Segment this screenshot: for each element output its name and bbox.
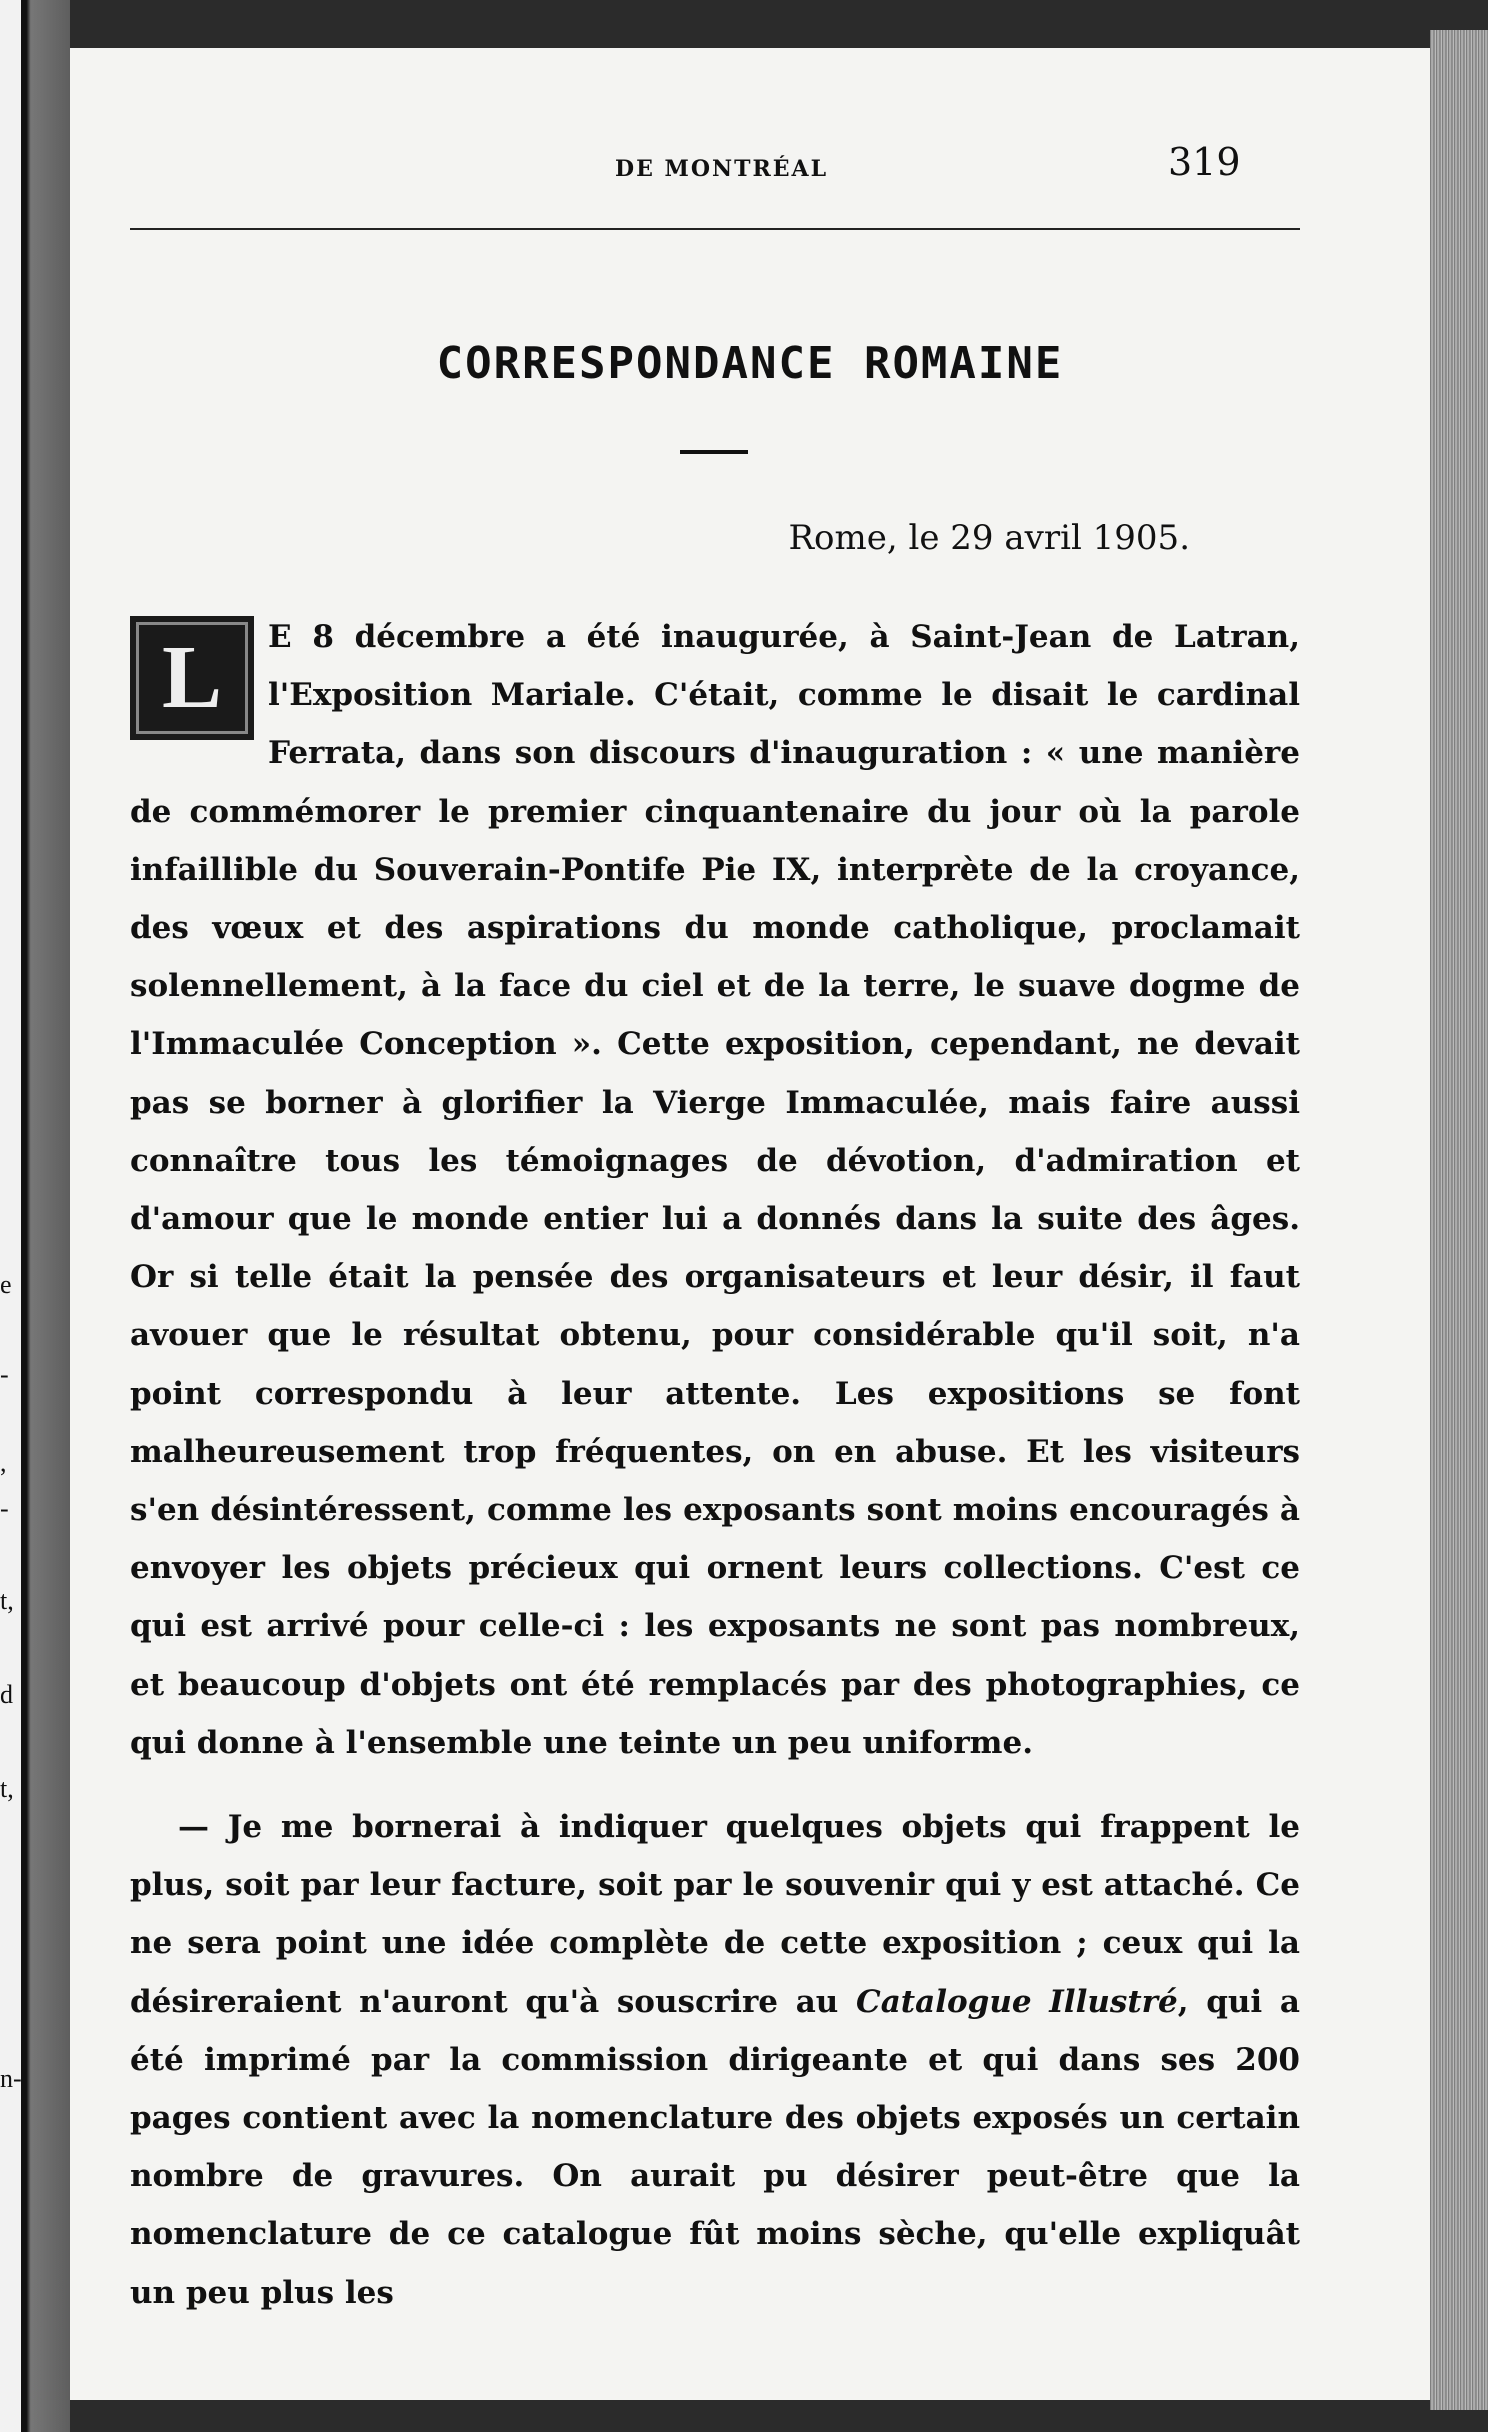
- margin-fragment: t,: [0, 1774, 14, 1803]
- paragraph-1: [130, 608, 1300, 1772]
- running-head-title: DE MONTRÉAL: [615, 156, 829, 182]
- page-edge-stack: [1430, 30, 1488, 2410]
- paragraph-2: [130, 1798, 1300, 2322]
- paragraph-1-text: E 8 décembre a été inaugurée, à Saint-Jean de Latran, l'Exposition Mariale. C'était, comme le disait le cardinal Ferrata, dans son discours d'inauguration : « une manière de commémorer le premier cinquantenaire du jour où la parole infaillible du Souverain-Pontife Pie IX, interprète de la croyance, des vœux et des aspirations du monde catholique, proclamait solennellement, à la face du ciel et de la terre, le suave dogme de l'Immaculée Conception ». Cette exposition, cependant, ne devait pas se borner à glorifier la Vierge Immaculée, mais faire aussi connaître tous les témoignages de dévotion, d'admiration et d'amour que le monde entier lui a donnés dans la suite des âges. Or si telle était la pensée des organisateurs et leur désir, il faut avouer que le résultat obtenu, pour considérable qu'il soit, n'a point correspondu à leur attente. Les expositions se font malheureusement trop fréquentes, on en abuse. Et les visiteurs s'en désintéressent, comme les exposants sont moins encouragés à envoyer les objets précieux qui ornent leurs collections. C'est ce qui est arrivé pour celle-ci : les exposants ne sont pas nombreux, et beaucoup d'objets ont été remplacés par des photographies, ce qui donne à l'ensemble une teinte un peu uniforme.: [130, 619, 1300, 1761]
- title-rule: [680, 450, 748, 454]
- book-page: [70, 48, 1430, 2400]
- paragraph-2-text-a: — Je me bornerai à indiquer quelques objets qui frappent le plus, soit par leur facture, soit par le souvenir qui y est attaché. Ce ne sera point une idée complète de cette exposition ; ceux qui la désireraient n'auront qu'à souscrire au: [130, 1809, 1300, 2020]
- running-head: [70, 48, 1430, 288]
- margin-fragment: d: [0, 1680, 13, 1709]
- article-title: CORRESPONDANCE ROMAINE: [436, 338, 1064, 389]
- margin-fragment: t,: [0, 1586, 14, 1615]
- header-rule: [130, 228, 1300, 230]
- article-body: [130, 608, 1300, 2322]
- margin-fragment: e: [0, 1270, 12, 1299]
- drop-cap-initial: L: [130, 616, 254, 740]
- margin-fragment: -: [0, 1360, 9, 1389]
- margin-fragment: n-: [0, 2064, 22, 2093]
- margin-fragment: -: [0, 1494, 9, 1523]
- page-number: 319: [1168, 140, 1241, 184]
- catalogue-title: Catalogue Illustré: [856, 1983, 1178, 2020]
- dateline: Rome, le 29 avril 1905.: [788, 518, 1190, 558]
- paragraph-2-text-b: , qui a été imprimé par la commission dirigeante et qui dans ses 200 pages contient avec la nomenclature des objets exposés un certain nombre de gravures. On aurait pu désirer peut-être que la nomenclature de ce catalogue fût moins sèche, qu'elle expliquât un peu plus les: [130, 1983, 1300, 2311]
- margin-fragment: ,: [0, 1448, 7, 1477]
